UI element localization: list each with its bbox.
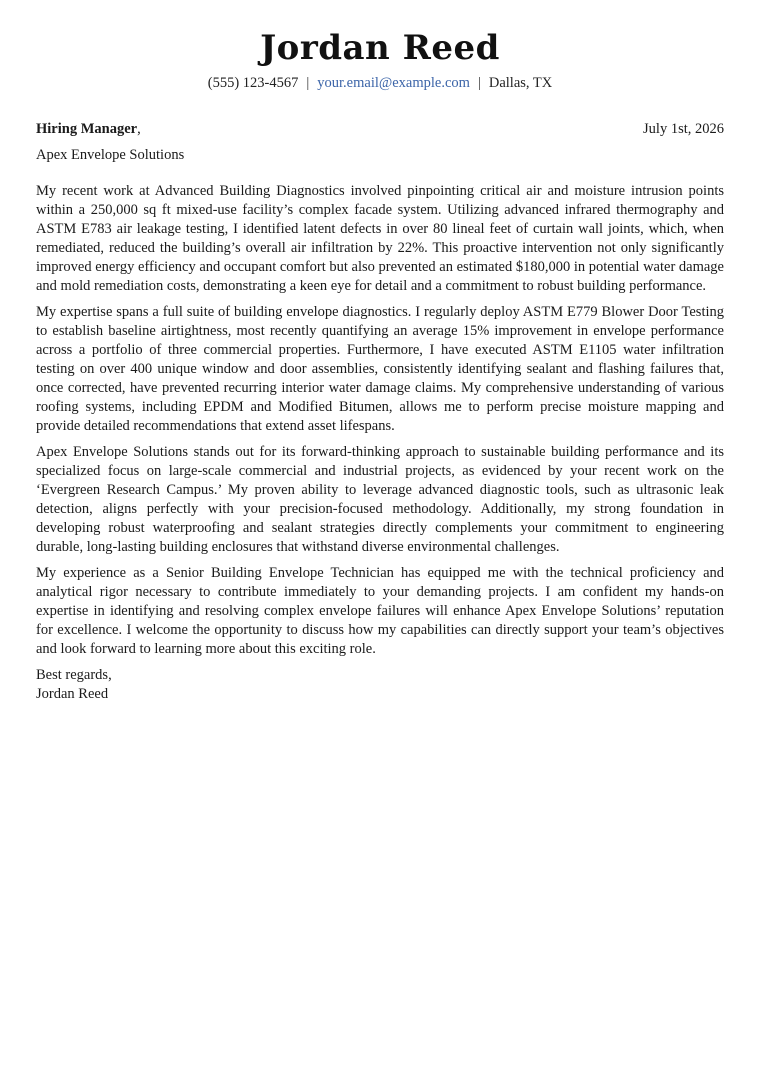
recipient-company: Apex Envelope Solutions [36,147,185,163]
body-paragraph: My expertise spans a full suite of building envelope diagnostics. I regularly deploy ASTM E779 Blower Door Testing to establish baseline airtightness, most recently quantifying an average 15% improvement in envelope performance across a portfolio of three commercial properties. Furthermore, I have executed ASTM E1105 water infiltration testing on over 400 unique window and door assemblies, consistently identifying sealant and flashing failures that, once corrected, have prevented recurring interior water damage claims. My comprehensive understanding of various roofing systems, including EPDM and Modified Bitumen, allows me to perform precise moisture mapping and provide detailed recommendations that extend asset lifespans. [36,304,724,434]
salutation-row [36,116,724,142]
location: Dallas, TX [488,75,553,91]
contact-separator: | [477,75,481,91]
letter-closing [36,666,724,704]
sign-off: Best regards, [36,667,112,683]
letter-header [36,0,724,92]
recipient-name: Hiring Manager [36,121,138,137]
body-paragraph: My recent work at Advanced Building Diagnostics involved pinpointing critical air and moisture intrusion points within a 250,000 sq ft mixed-use facility’s complex facade system. Utilizing advanced infrared thermography and ASTM E783 air leakage testing, I identified latent defects in over 80 lineal feet of curtain wall joints, which, when remediated, reduced the building’s overall air infiltration by 22%. This proactive intervention not only significantly improved energy efficiency and occupant comfort but also prevented an estimated $180,000 in potential water damage and mold remediation costs, demonstrating a keen eye for detail and a commitment to robust building performance. [36,183,724,294]
cover-letter-page [36,0,724,704]
applicant-name: Jordan Reed [260,28,500,68]
salutation [36,116,141,142]
letter-date: July 1st, 2026 [643,121,724,137]
salutation-comma: , [137,121,141,137]
phone-number: (555) 123-4567 [207,75,299,91]
recipient-block [36,116,724,168]
email-link[interactable]: your.email@example.com [317,75,470,91]
body-paragraph: Apex Envelope Solutions stands out for its forward-thinking approach to sustainable building performance and its specialized focus on large-scale commercial and industrial projects, as evidenced by your recent work on the ‘Evergreen Research Campus.’ My proven ability to leverage advanced diagnostic tools, such as ultrasonic leak detection, aligns perfectly with your precision-focused methodology. Additionally, my strong foundation in developing robust waterproofing and sealant strategies directly complements your commitment to engineering durable, long-lasting building enclosures that withstand diverse environmental challenges. [36,444,724,555]
contact-separator: | [306,75,310,91]
signature: Jordan Reed [36,686,109,702]
body-paragraph: My experience as a Senior Building Envelope Technician has equipped me with the technical proficiency and analytical rigor necessary to contribute immediately to your demanding projects. I am confident my hands-on expertise in identifying and resolving complex envelope failures will enhance Apex Envelope Solutions’ reputation for excellence. I welcome the opportunity to discuss how my capabilities can directly support your team’s objectives and look forward to learning more about this exciting role. [36,565,724,657]
letter-body [36,182,724,659]
contact-line [36,74,724,92]
